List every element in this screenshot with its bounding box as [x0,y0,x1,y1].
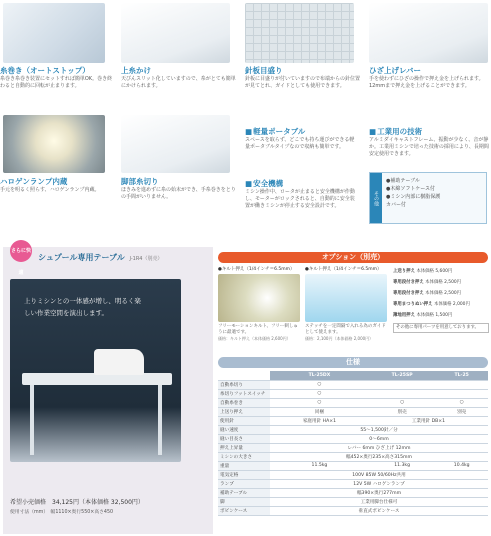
option-list-item [393,266,489,277]
option-list-item [393,288,489,299]
option-list-label: 専用段付き押え [393,291,424,296]
feature-text: 手を使わずにひざの操作で押え金を上げられます。12mmまで押え金を上げることができます。 [369,76,484,89]
spec-label: 重量 [218,461,270,470]
section-title: ■ 工業用の技術 [369,126,489,137]
feature-halogen [0,176,117,194]
size-text: 使用寸法（mm） 幅1110×奥行550×高さ450 [10,510,114,515]
spec-value: 幅390×奥行277mm [270,488,488,497]
spec-header-row [218,371,488,380]
feature-text: 糸巻き糸巻き装置にセットすれば簡単OK。巻き終わると自動的に回転が止まります。 [0,76,113,89]
spec-value: ○ [369,398,436,407]
section-safety [245,178,355,210]
section-portable [245,126,355,151]
spec-value [369,380,436,389]
feature-text: 天びんスリット化していますので、糸がとても簡単にかけられます。 [121,76,236,89]
spec-label: ボビンケース [218,506,270,515]
spec-value: 工業用針 DB×1 [369,416,488,425]
spec-value: 11.5kg [270,461,369,470]
option-text: フリーモーションキルト、フリー刺しゅうに最適です。 [218,324,298,335]
option-list-price: 本体価格 1,500円 [416,313,453,318]
spec-value [435,389,488,398]
option-list-price: 本体価格 2,500円 [425,280,462,285]
option-list-item [393,277,489,288]
option-price: 価格：キルト押え（本体価格 2,600円） [218,336,291,341]
other-item: ●ミシン内部に樹脂保護 [386,194,441,200]
section-title: ■ 軽量ポータブル [245,126,355,137]
spec-value: 工業用脚台仕様可 [270,497,488,506]
spec-label: ミシンの大きさ [218,452,270,461]
option-title: ●キルト押え（1/4インチ＝6.5mm） [305,267,382,272]
option-list-item [393,299,489,310]
spec-row [218,398,488,407]
table-leg-right [158,385,162,455]
option-quilt-2 [305,266,387,342]
option-list-price: 本体価格 2,000円 [433,302,470,307]
knee-lifter-photo [369,3,488,63]
spec-value: 100V 85W 50/60Hz共用 [270,470,488,479]
spec-row [218,425,488,434]
table-title [38,252,162,263]
option-photo [218,274,300,322]
spec-label: 自動糸巻き [218,398,270,407]
option-note: その他に専用パーツを用意しております。 [393,323,489,333]
option-list-label: 上送り押え [393,269,415,274]
spec-label: 自動糸切り [218,380,270,389]
feature-title: ハロゲンランプ内蔵 [0,177,68,186]
options-header-text: オプション（別売） [321,253,385,261]
spec-row [218,488,488,497]
feature-title: 糸巻き（オートストップ） [0,66,90,75]
feature-knee-lifter [369,65,489,90]
feature-text: 手元を明るく照らす、ハロゲンランプ内蔵。 [0,187,100,193]
spec-value: 同梱 [270,407,369,416]
sewing-table-photo [10,279,181,462]
feature-text: ほきみを進めずに糸の始末ができ、手糸巻きをとりの手間がいりません。 [121,187,236,200]
spec-row [218,470,488,479]
feature-title: 上糸かけ [121,66,151,75]
option-list-item [393,310,489,321]
spec-table [218,371,488,516]
feature-text: 針板に目盛りが付いていますので布端からの針位置が見てとれ、ガイドとしても使用できます。 [245,76,361,89]
spec-value: 幅452×奥行235×高さ315mm [270,452,488,461]
option-list-label: 専用段付き押え [393,280,424,285]
option-title: ●キルト押え（1/4インチ＝6.5mm） [218,267,295,272]
spec-col-header: TL-25SP [369,371,436,380]
badge-bubble: さらに快適 [10,240,32,262]
machine-shape [94,349,144,375]
spec-value: 12V 5W ハロゲンランプ [270,479,488,488]
spec-row [218,389,488,398]
spec-row [218,443,488,452]
option-list-label: 薄地用押え [393,313,415,318]
other-label: その他 [370,173,382,223]
spec-value: ○ [270,389,369,398]
spec-value: 10.4kg [435,461,488,470]
spec-value: 家庭用針 HA×1 [270,416,369,425]
spec-row [218,506,488,515]
thread-cutter-photo [121,115,230,173]
spec-label: 電気定格 [218,470,270,479]
feature-title: ひざ上げレバー [369,66,421,75]
section-text: ミシン操作中、ロータが止まると安全機構が作動し、モーターがロックされると、自動的に安全装置が働きミシンが停止する安全設計です。 [245,189,355,209]
bobbin-winder-photo [3,3,105,63]
spec-header-text: 仕様 [346,358,360,366]
option-list [393,266,489,333]
spec-row [218,416,488,425]
spec-row [218,380,488,389]
spec-value: 55〜1,500針／分 [270,425,488,434]
spec-label: ランプ [218,479,270,488]
spec-table-wrap [218,371,488,516]
option-quilt-1 [218,266,300,342]
table-title-text: シュプール専用テーブル [38,253,125,262]
section-title: ■ 安全機構 [245,178,355,189]
spec-label: 縫い目長さ [218,434,270,443]
table-leg-left [30,385,34,455]
spec-row [218,407,488,416]
spec-value [435,380,488,389]
other-item: カバー付 [386,202,407,208]
spec-label: 補助テーブル [218,488,270,497]
option-list-price: 本体価格 5,600円 [416,269,453,274]
spec-value [369,389,436,398]
spec-label: 糸切りフットスイッチ [218,389,270,398]
halogen-lamp-photo [3,115,105,173]
feature-bobbin [0,65,117,90]
spec-label: 使用針 [218,416,270,425]
section-industrial [369,126,489,158]
spec-row [218,497,488,506]
spec-label: 脚 [218,497,270,506]
options-header [218,252,488,263]
spec-value: 別売 [435,407,488,416]
section-text: アルミダイキャストフレーム、振動が少なく、音が静か。工業用ミシンで培った技術の採用により、長期間安定使用できます。 [369,137,489,157]
feature-cutter [121,176,237,201]
option-photo [305,274,387,322]
spec-value: 垂直式ボビンケース [270,506,488,515]
spec-value: 11.3kg [369,461,436,470]
spec-value: ○ [270,380,369,389]
feature-title: 針板目盛り [245,66,283,75]
spec-value: ○ [270,398,369,407]
table-model-text: J-1R4（別売） [129,256,163,262]
other-item: ●補助テーブル [386,178,420,184]
spec-label: 縫い速度 [218,425,270,434]
spec-value: 0〜6mm [270,434,488,443]
option-list-label: 専用まつりぬい押え [393,302,433,307]
spec-col-header [218,371,270,380]
other-accessories-box [369,172,487,224]
price-text: 希望小売価格 34,125円（本体価格 32,500円） [10,499,144,506]
spec-row [218,461,488,470]
photo-caption: 上りミシンとの一体感が増し、明るく楽しい作業空間を演出します。 [24,297,141,317]
option-list-price: 本体価格 2,500円 [425,291,462,296]
option-price: 価格：2,100円（本体価格 2,000円） [305,336,374,341]
option-text: ステッチを一定間隔で入れる為のガイドとして使えます。 [305,324,386,335]
spec-col-header: TL-25DX [270,371,369,380]
spec-row [218,479,488,488]
spec-label: 上送り押え [218,407,270,416]
thread-guide-photo [121,3,230,63]
spec-row [218,452,488,461]
spec-col-header: TL-25 [435,371,488,380]
needle-plate-photo [245,3,354,63]
feature-threading [121,65,237,90]
feature-title: 脚部糸切り [121,177,159,186]
feature-needle-plate [245,65,363,90]
section-text: スペースを取らず、どこでも持ち運びができる軽量ポータブルタイプなので収納も簡単です。 [245,137,355,150]
spec-value: レバー 6mm ひざ上げ 12mm [270,443,488,452]
spec-label: 押え上昇量 [218,443,270,452]
spec-row [218,434,488,443]
spec-header [218,357,488,368]
spec-value: ○ [435,398,488,407]
other-item: ●木綿ソフトケース付 [386,186,436,192]
spec-value: 別売 [369,407,436,416]
